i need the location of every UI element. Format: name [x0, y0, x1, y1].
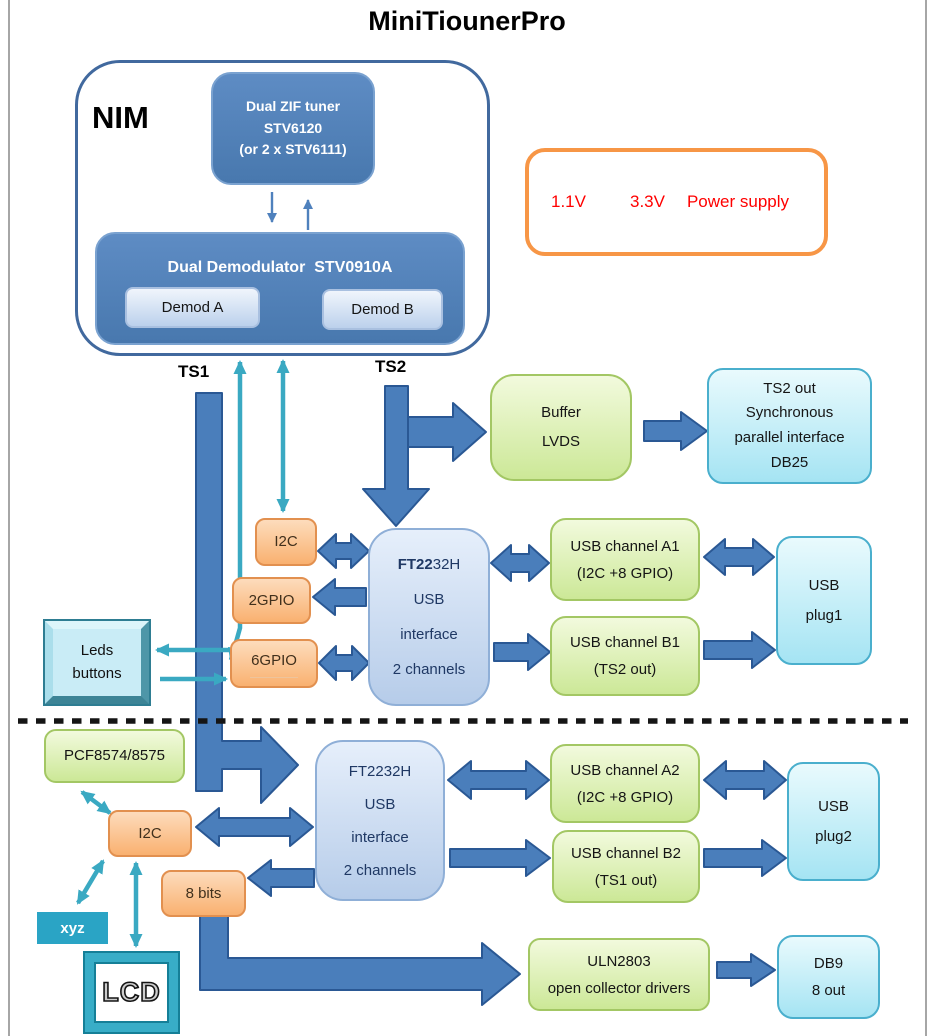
ts2-out-db25-block: TS2 out Synchronous parallel interface DB25	[707, 368, 872, 484]
uln2803-block: ULN2803 open collector drivers	[528, 938, 710, 1011]
leds-buttons-block: Leds buttons	[45, 621, 149, 704]
power-rail-3v3: 3.3V	[629, 192, 665, 211]
8bits-to-uln-elbow-arrow	[200, 916, 520, 1005]
8bits-block: 8 bits	[161, 870, 246, 917]
ft1-to-2gpio-arrow	[313, 579, 366, 615]
i2c2-block: I2C	[108, 810, 192, 857]
usb-channel-b2-block: USB channel B2 (TS1 out)	[552, 830, 700, 903]
buffer-to-db25-arrow	[644, 412, 707, 450]
ft2232h-2-block: FT2232H USB interface 2 channels	[315, 740, 445, 901]
pcf-i2c2-teal-arrow	[82, 792, 110, 813]
ft1-to-usbb1-arrow	[494, 634, 550, 670]
uln-to-db9-arrow	[717, 954, 775, 986]
demod-a-block: Demod A	[125, 287, 260, 328]
ts1-bus-label: TS1	[178, 362, 210, 381]
6gpio-underline	[250, 676, 299, 678]
usb-channel-a2-block: USB channel A2 (I2C +8 GPIO)	[550, 744, 700, 823]
6gpio-ft1-double-arrow	[319, 646, 369, 680]
i2c1-block: I2C	[255, 518, 317, 566]
i2c2-ft2-double-arrow	[196, 808, 313, 846]
ft2-to-usbb2-arrow	[450, 840, 550, 876]
ft1-line1: FT2232H	[397, 555, 461, 573]
power-supply-box	[525, 148, 828, 256]
ts2-bus-label: TS2	[375, 357, 407, 376]
usb-plug1-block: USB plug1	[776, 536, 872, 665]
usbb2-to-plug2-arrow	[704, 840, 786, 876]
power-rail-1v1: 1.1V	[551, 192, 586, 211]
usba2-plug2-double-arrow	[704, 761, 786, 799]
usbb1-to-plug1-arrow	[704, 632, 775, 668]
demod-b-block: Demod B	[322, 289, 443, 330]
db9-block: DB9 8 out	[777, 935, 880, 1019]
demodulator-title: Dual Demodulator STV0910A	[167, 259, 393, 276]
ts2-to-buffer-arrow	[408, 403, 486, 461]
ft2232h-1-block: FT2232H USB interface 2 channels	[368, 528, 490, 706]
nim-label: NIM	[92, 100, 149, 135]
lcd-block	[85, 953, 178, 1032]
i2c1-ft1-double-arrow	[318, 534, 369, 568]
tuner-block: Dual ZIF tuner STV6120 (or 2 x STV6111)	[211, 72, 375, 185]
ft1-usba1-double-arrow	[491, 545, 549, 581]
usb-channel-a1-block: USB channel A1 (I2C +8 GPIO)	[550, 518, 700, 601]
usb-plug2-block: USB plug2	[787, 762, 880, 881]
pcf8574-block: PCF8574/8575	[44, 729, 185, 783]
buffer-lvds-block: Buffer LVDS	[490, 374, 632, 481]
ts2-bus-down-arrow	[363, 386, 429, 526]
usba1-plug1-double-arrow	[704, 539, 774, 575]
lcd-label: LCD	[102, 977, 161, 1007]
power-supply-label: Power supply	[686, 192, 790, 211]
i2c2-xyz-teal-arrow	[78, 861, 103, 903]
ft2-usba2-double-arrow	[448, 761, 549, 799]
usb-channel-b1-block: USB channel B1 (TS2 out)	[550, 616, 700, 696]
xyz-block: xyz	[37, 912, 108, 944]
page-title: MiniTiounerPro	[368, 6, 566, 36]
6gpio-block: 6GPIO	[230, 639, 318, 688]
2gpio-block: 2GPIO	[232, 577, 311, 624]
ft2-to-8bits-arrow	[248, 860, 314, 896]
